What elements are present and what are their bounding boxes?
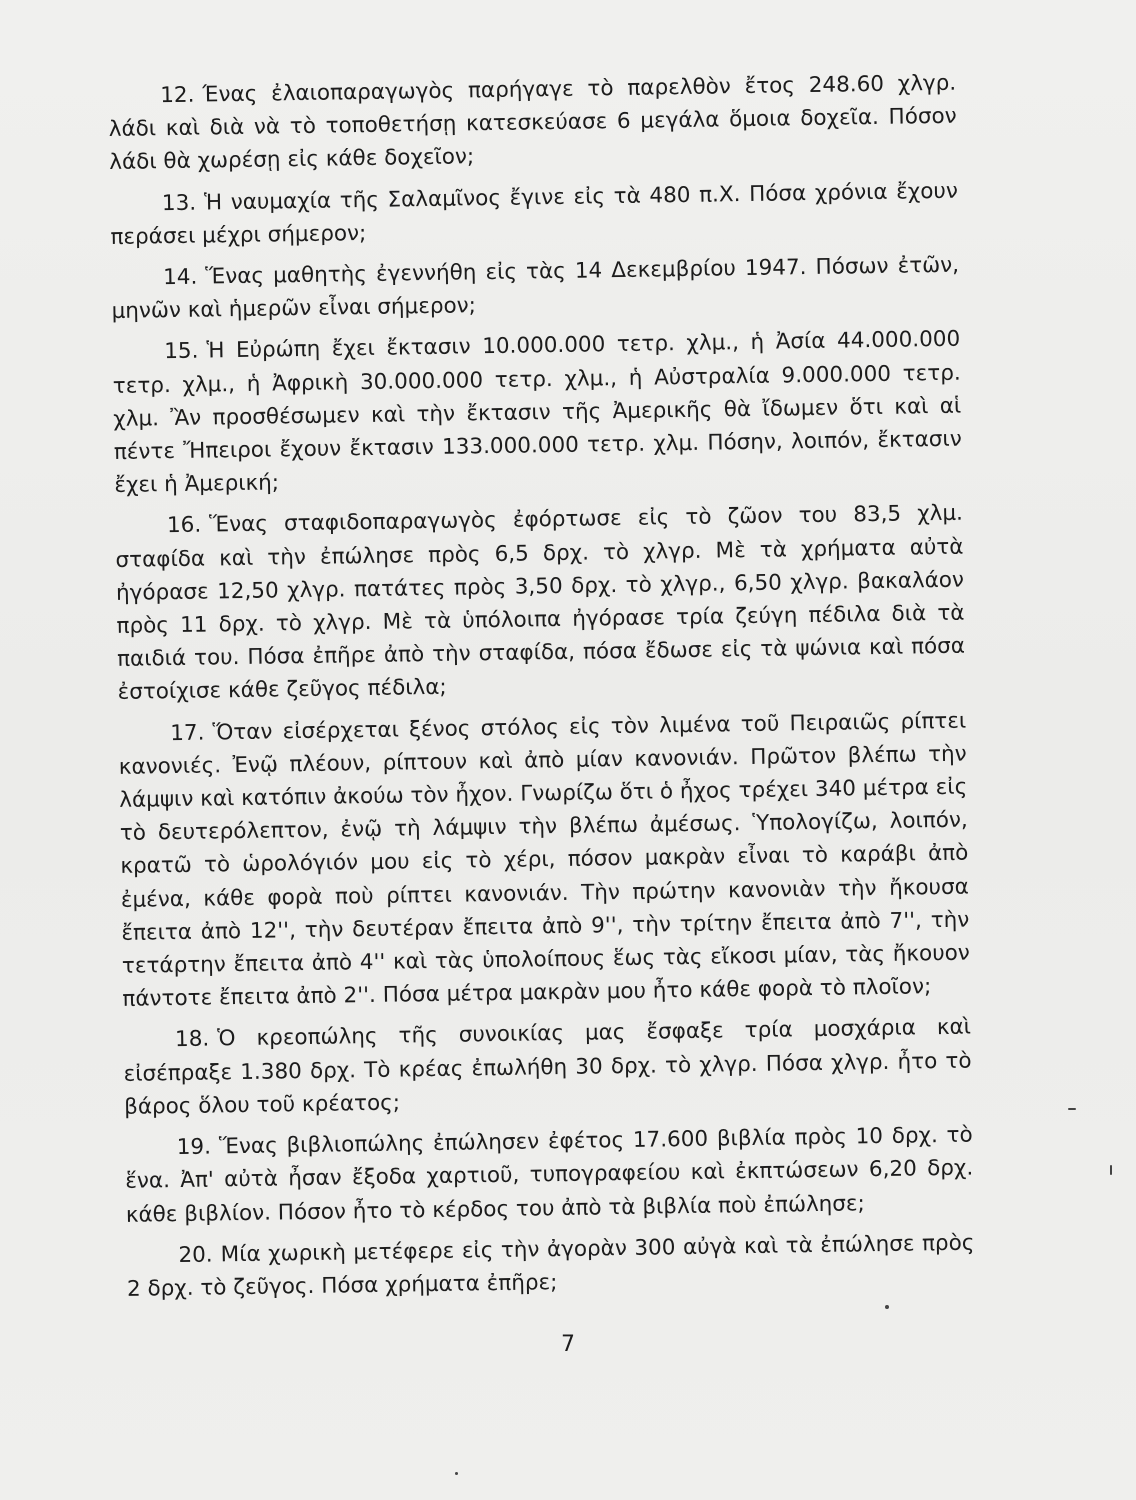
problem-number: 17.	[170, 720, 205, 746]
problem-16	[115, 497, 966, 710]
problem-text: Ἡ Εὐρώπη ἔχει ἔκτασιν 10.000.000 τετρ. χλμ., ἡ Ἀσία 44.000.000 τετρ. χλμ., ἡ Ἀφρικὴ 30.000.000 τετρ. χλμ., ἡ Αὐστραλία 9.000.000 τετρ. χλμ. Ἂν προσθέσωμεν καὶ τὴν ἔκτασιν τῆς Ἀμερικῆς θὰ ἴδωμεν ὅτι καὶ αἱ πέντε Ἤπειροι ἔχουν ἔκτασιν 133.000.000 τετρ. χλμ. Πόσην, λοιπόν, ἔκτασιν ἔχει ἡ Ἀμερική;	[112, 327, 962, 499]
ink-speck	[885, 1305, 889, 1309]
problem-text: Μία χωρικὴ μετέφερε εἰς τὴν ἀγορὰν 300 αὐγὰ καὶ τὰ ἐπώλησε πρὸς 2 δρχ. τὸ ζεῦγος. Πόσα χρήματα ἐπῆρε;	[126, 1230, 975, 1302]
problem-number: 19.	[176, 1134, 212, 1161]
problem-18	[123, 1011, 972, 1124]
problem-text: Ἡ ναυμαχία τῆς Σαλαμῖνος ἔγινε εἰς τὰ 480 π.Χ. Πόσα χρόνια ἔχουν περάσει μέχρι σήμερον;	[110, 178, 959, 250]
problem-text: Ἕνας σταφιδοπαραγωγὸς ἐφόρτωσε εἰς τὸ ζῶον του 83,5 χλμ. σταφίδα καὶ τὴν ἐπώλησε πρὸς 6,5 δρχ. τὸ χλγρ. Μὲ τὰ χρήματα αὐτὰ ἠγόρασε 12,50 χλγρ. πατάτες πρὸς 3,50 δρχ. τὸ χλγρ., 6,50 χλγρ. βακαλάον πρὸς 11 δρχ. τὸ χλγρ. Μὲ τὰ ὑπόλοιπα ἠγόρασε τρία ζεύγη πέδιλα διὰ τὰ παιδιά του. Πόσα ἐπῆρε ἀπὸ τὴν σταφίδα, πόσα ἔδωσε εἰς τὰ ψώνια καὶ πόσα ἐστοίχισε κάθε ζεῦγος πέδιλα;	[115, 501, 966, 706]
problem-number: 20.	[178, 1242, 213, 1268]
problem-14	[111, 249, 960, 329]
problem-text: Ἕνας βιβλιοπώλης ἐπώλησεν ἐφέτος 17.600 βιβλία πρὸς 10 δρχ. τὸ ἕνα. Ἀπ' αὐτὰ ἦσαν ἔξοδα χαρτιοῦ, τυπογραφείου καὶ ἐκπτώσεων 6,20 δρχ. κάθε βιβλίον. Πόσον ἦτο τὸ κέρδος του ἀπὸ τὰ βιβλία ποὺ ἐπώλησε;	[125, 1122, 974, 1228]
page-number: 7	[561, 1332, 575, 1357]
problem-text: Ἕνας μαθητὴς ἐγεννήθη εἰς τὰς 14 Δεκεμβρίου 1947. Πόσων ἐτῶν, μηνῶν καὶ ἡμερῶν εἶναι σήμερον;	[111, 252, 960, 325]
problem-17	[118, 704, 971, 1016]
ink-speck	[1068, 1108, 1076, 1110]
problem-list	[108, 67, 975, 1314]
ink-speck	[455, 1472, 458, 1475]
problem-13	[110, 174, 959, 254]
problem-number: 18.	[174, 1027, 210, 1053]
problem-number: 14.	[162, 264, 198, 291]
problem-number: 15.	[164, 339, 199, 365]
problem-number: 12.	[160, 82, 195, 109]
problem-text: Ένας ἐλαιοπαραγωγὸς παρήγαγε τὸ παρελθὸν ἔτος 248.60 χλγρ. λάδι καὶ διὰ νὰ τὸ τοποθετήσῃ κατεσκεύασε 6 μεγάλα ὅμοια δοχεῖα. Πόσον λάδι θὰ χωρέσῃ εἰς κάθε δοχεῖον;	[108, 70, 957, 176]
problem-15	[112, 323, 963, 502]
problem-text: Ὅταν εἰσέρχεται ξένος στόλος εἰς τὸν λιμένα τοῦ Πειραιῶς ρίπτει κανονιές. Ἐνῷ πλέουν, ρίπτουν καὶ ἀπὸ μίαν κανονιάν. Πρῶτον βλέπω τὴν λάμψιν καὶ κατόπιν ἀκούω τὸν ἦχον. Γνωρίζω ὅτι ὁ ἦχος τρέχει 340 μέτρα εἰς τὸ δευτερόλεπτον, ἐνῷ τὴ λάμψιν τὴν βλέπω ἀμέσως. Ὑπολογίζω, λοιπόν, κρατῶ τὸ ὡρολόγιόν μου εἰς τὸ χέρι, πόσον μακρὰν εἶναι τὸ καράβι ἀπὸ ἐμένα, κάθε φορὰ ποὺ ρίπτει κανονιάν. Τὴν πρώτην κανονιὰν τὴν ἤκουσα ἔπειτα ἀπὸ 12'', τὴν δευτέραν ἔπειτα ἀπὸ 9'', τὴν τρίτην ἔπειτα ἀπὸ 7'', τὴν τετάρτην ἔπειτα ἀπὸ 4'' καὶ τὰς ὑπολοίπους ἕως τὰς εἴκοσι μίαν, τὰς ἤκουον πάντοτε ἔπειτα ἀπὸ 2''. Πόσα μέτρα μακρὰν μου ἦτο κάθε φορὰ τὸ πλοῖον;	[118, 708, 971, 1013]
problem-19	[125, 1119, 974, 1232]
ink-speck	[1110, 1165, 1112, 1175]
problem-number: 16.	[166, 513, 202, 539]
problem-20	[126, 1226, 975, 1306]
problem-number: 13.	[161, 190, 197, 216]
problem-12	[108, 67, 957, 180]
problem-text: Ὁ κρεοπώλης τῆς συνοικίας μας ἔσφαξε τρία μοσχάρια καὶ εἰσέπραξε 1.380 δρχ. Τὸ κρέας ἐπωλήθη 30 δρχ. τὸ χλγρ. Πόσα χλγρ. ἦτο τὸ βάρος ὅλου τοῦ κρέατος;	[123, 1015, 972, 1120]
